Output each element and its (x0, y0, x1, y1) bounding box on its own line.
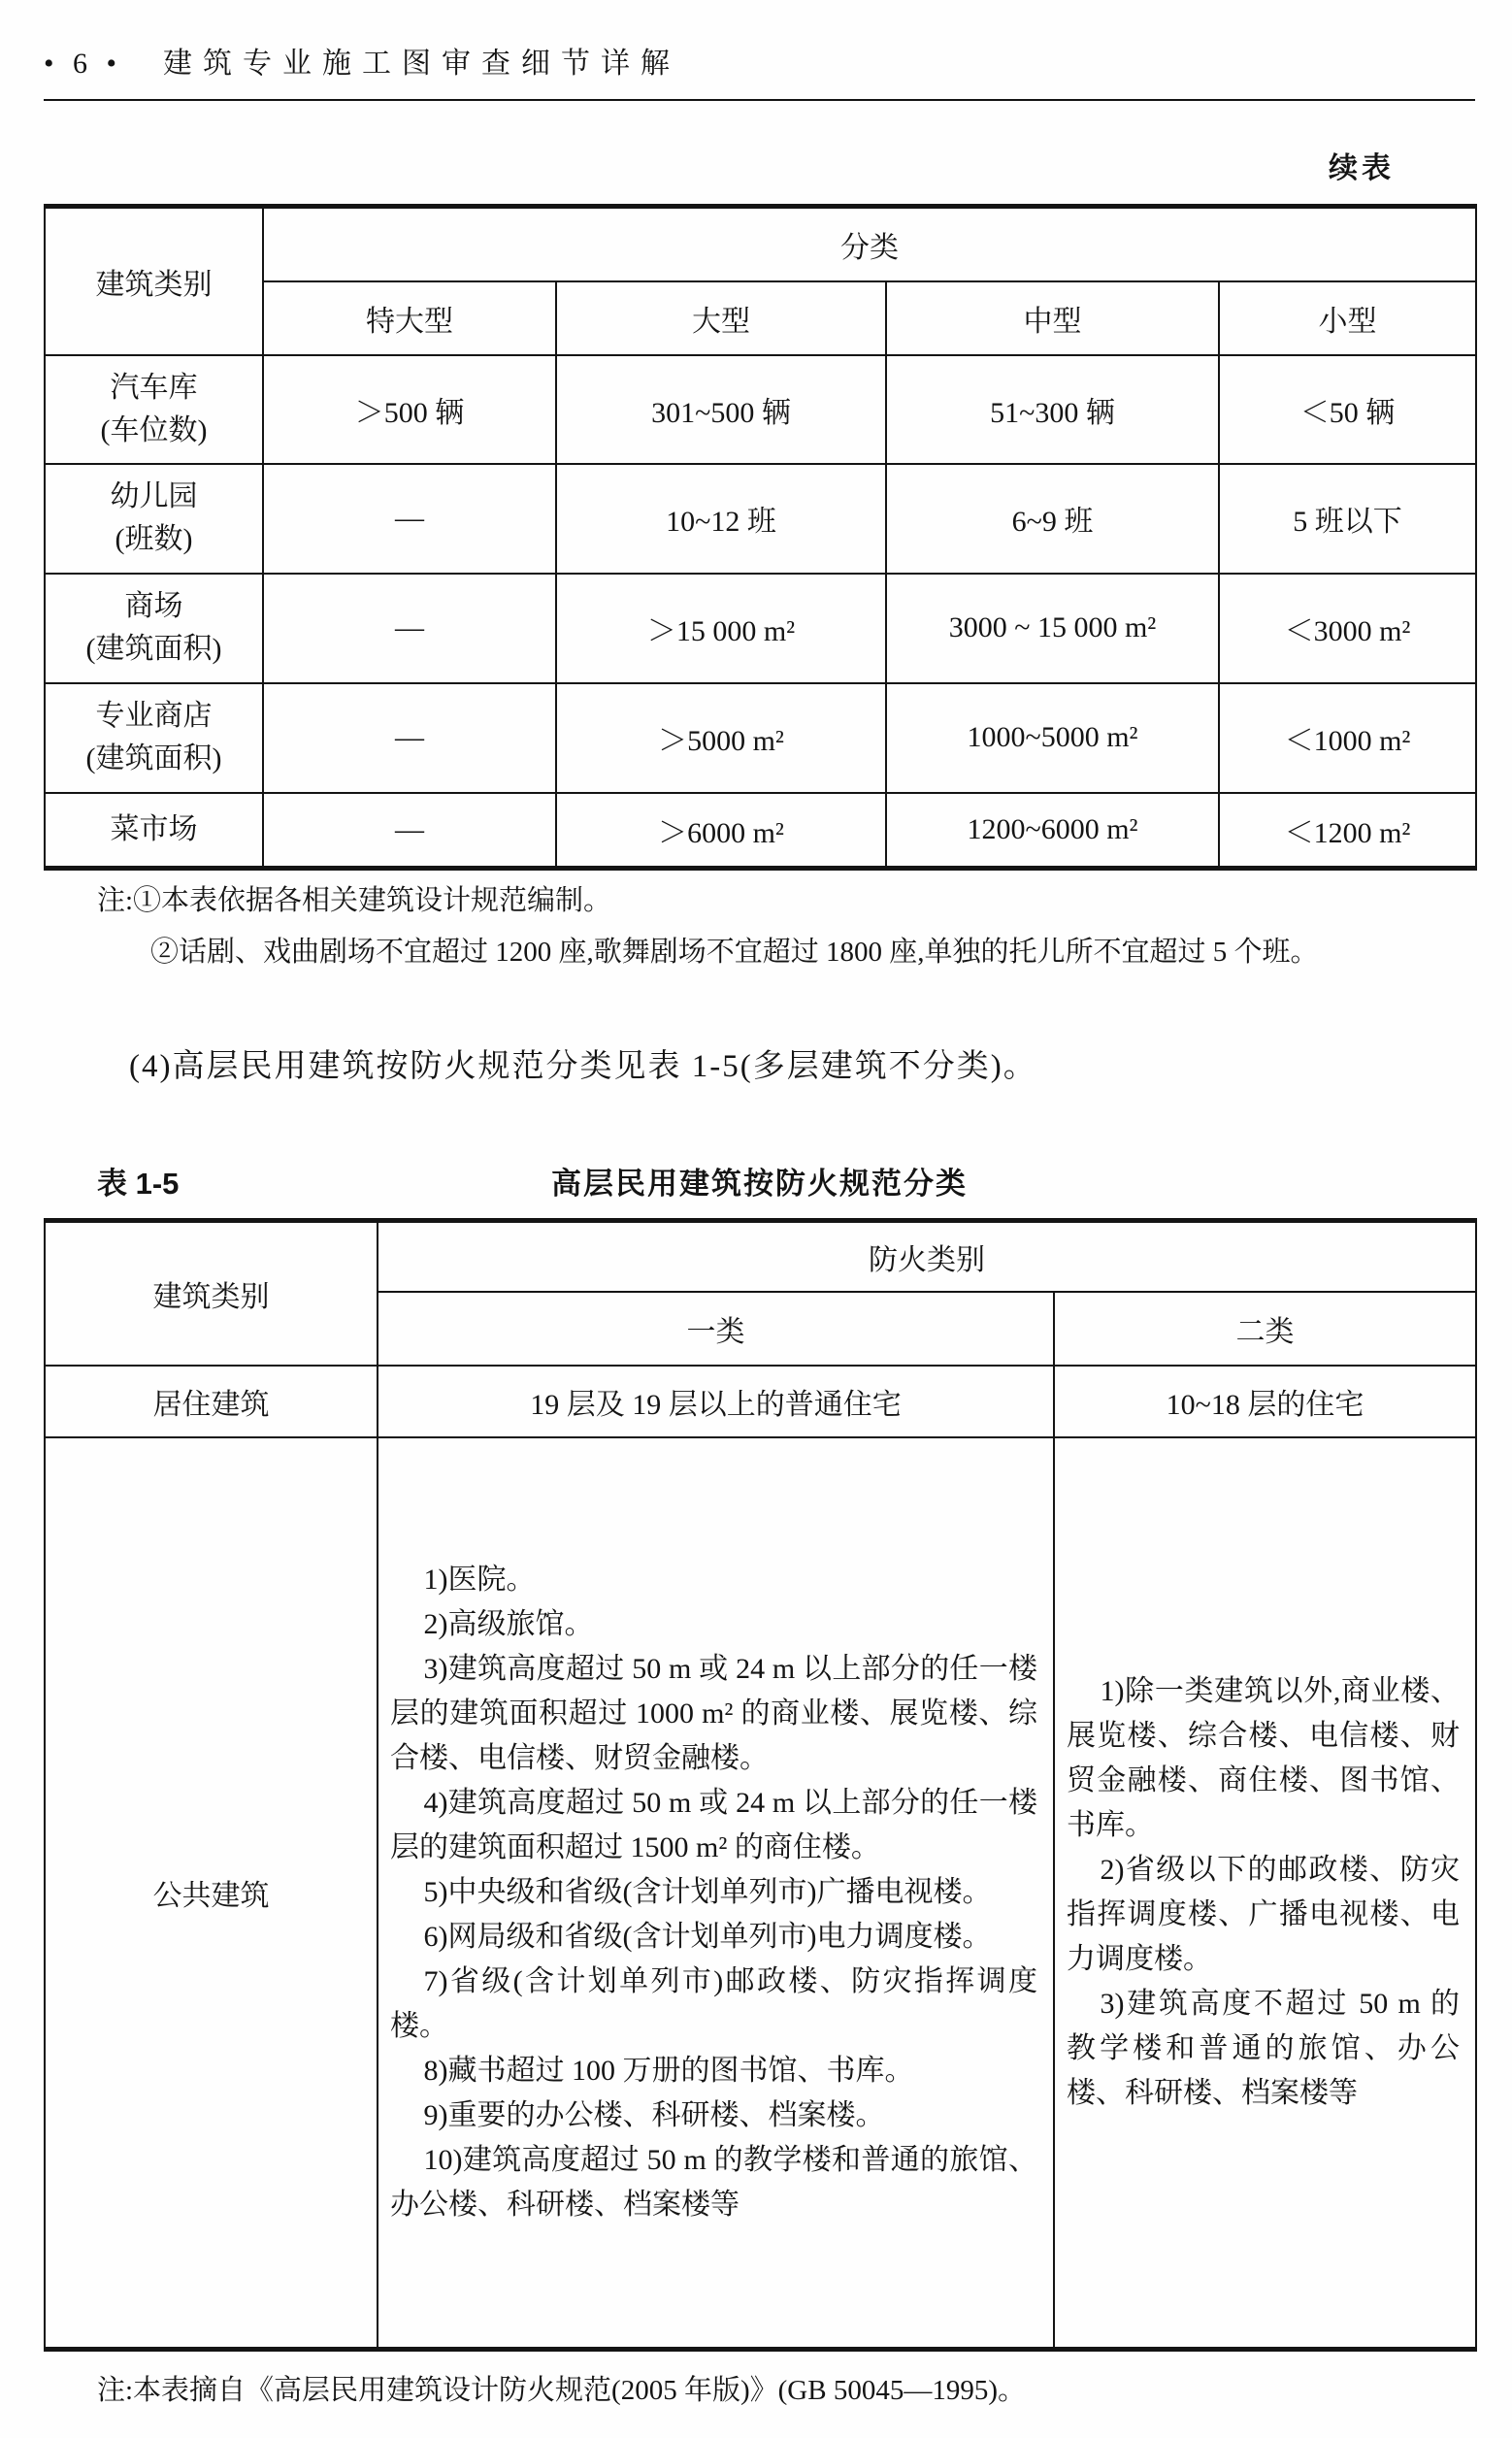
cell-store-medium: 1000~5000 m² (886, 683, 1219, 793)
cell-residential-class-one: 19 层及 19 层以上的普通住宅 (378, 1366, 1054, 1437)
row-label-garage: 汽车库 (车位数) (45, 355, 263, 464)
group-header-classification: 分类 (263, 207, 1476, 281)
table-row-garage (45, 355, 1476, 464)
classification-table (44, 204, 1477, 871)
cell-garage-large: 301~500 辆 (556, 355, 886, 464)
cell-mall-large: ＞15 000 m² (556, 574, 886, 683)
cell-mall-medium: 3000 ~ 15 000 m² (886, 574, 1219, 683)
table-row-food-market (45, 793, 1476, 869)
cell-store-small: ＜1000 m² (1219, 683, 1476, 793)
group-header-fire-category: 防火类别 (378, 1221, 1476, 1292)
class-one-item: 10)建筑高度超过 50 m 的教学楼和普通的旅馆、办公楼、科研楼、档案楼等 (390, 2143, 1037, 2221)
row-label-kindergarten: 幼儿园 (班数) (45, 464, 263, 574)
cell-public-class-two (1054, 1437, 1476, 2350)
class-two-item: 1)除一类建筑以外,商业楼、展览楼、综合楼、电信楼、财贸金融楼、商住楼、图书馆、书库。 (1067, 1674, 1460, 1841)
cell-garage-small: ＜50 辆 (1219, 355, 1476, 464)
cell-residential-class-two: 10~18 层的住宅 (1054, 1366, 1476, 1437)
continued-table-label: 续表 (1329, 152, 1395, 184)
corner-header-building-category-2: 建筑类别 (45, 1221, 378, 1366)
cell-store-large: ＞5000 m² (556, 683, 886, 793)
row-label-shopping-mall: 商场 (建筑面积) (45, 574, 263, 683)
table2-footnote: 注:本表摘自《高层民用建筑设计防火规范(2005 年版)》(GB 50045—1995)。 (97, 2375, 1026, 2406)
col-header-extra-large: 特大型 (263, 281, 556, 355)
row-label-residential: 居住建筑 (45, 1366, 378, 1437)
class-one-item: 8)藏书超过 100 万册的图书馆、书库。 (423, 2054, 914, 2087)
row-label-food-market: 菜市场 (45, 793, 263, 869)
row-label-public: 公共建筑 (45, 1437, 378, 2350)
cell-kindergarten-extra-large: — (263, 464, 556, 574)
cell-kindergarten-medium: 6~9 班 (886, 464, 1219, 574)
class-one-item: 6)网局级和省级(含计划单列市)电力调度楼。 (423, 1920, 992, 1953)
class-one-item: 9)重要的办公楼、科研楼、档案楼。 (423, 2098, 885, 2131)
cell-garage-medium: 51~300 辆 (886, 355, 1219, 464)
class-one-item: 2)高级旅馆。 (423, 1607, 594, 1640)
class-one-item: 5)中央级和省级(含计划单列市)广播电视楼。 (423, 1875, 992, 1908)
col-header-class-one: 一类 (378, 1292, 1054, 1366)
col-header-medium: 中型 (886, 281, 1219, 355)
col-header-small: 小型 (1219, 281, 1476, 355)
cell-kindergarten-large: 10~12 班 (556, 464, 886, 574)
cell-market-extra-large: — (263, 793, 556, 869)
corner-header-building-category: 建筑类别 (45, 207, 263, 355)
table1-note-2: ②话剧、戏曲剧场不宜超过 1200 座,歌舞剧场不宜超过 1800 座,单独的托儿所不宜超过 5 个班。 (150, 937, 1319, 968)
class-two-item: 2)省级以下的邮政楼、防灾指挥调度楼、广播电视楼、电力调度楼。 (1067, 1853, 1460, 1975)
class-one-item: 1)医院。 (423, 1563, 536, 1596)
cell-store-extra-large: — (263, 683, 556, 793)
class-two-item: 3)建筑高度不超过 50 m 的教学楼和普通的旅馆、办公楼、科研楼、档案楼等 (1067, 1987, 1460, 2109)
body-paragraph: (4)高层民用建筑按防火规范分类见表 1-5(多层建筑不分类)。 (129, 1049, 1037, 1084)
table-row-shopping-mall (45, 574, 1476, 683)
cell-market-small: ＜1200 m² (1219, 793, 1476, 869)
header-rule (44, 99, 1475, 101)
table1-notes (44, 875, 1490, 978)
col-header-large: 大型 (556, 281, 886, 355)
cell-mall-small: ＜3000 m² (1219, 574, 1476, 683)
book-title: 建筑专业施工图审查细节详解 (163, 48, 681, 80)
table-row-residential (45, 1366, 1476, 1437)
table-row-specialty-store (45, 683, 1476, 793)
row-label-specialty-store: 专业商店 (建筑面积) (45, 683, 263, 793)
cell-garage-extra-large: ＞500 辆 (263, 355, 556, 464)
col-header-class-two: 二类 (1054, 1292, 1476, 1366)
cell-market-large: ＞6000 m² (556, 793, 886, 869)
cell-public-class-one (378, 1437, 1054, 2350)
table-row-public (45, 1437, 1476, 2350)
table2-caption-title: 高层民用建筑按防火规范分类 (551, 1167, 968, 1201)
table2-caption-number: 表 1-5 (97, 1167, 180, 1201)
cell-market-medium: 1200~6000 m² (886, 793, 1219, 869)
table-row-kindergarten (45, 464, 1476, 574)
cell-kindergarten-small: 5 班以下 (1219, 464, 1476, 574)
fire-classification-table (44, 1218, 1477, 2352)
table1-note-1: 注:①本表依据各相关建筑设计规范编制。 (97, 885, 612, 916)
table2-caption (44, 1159, 1475, 1202)
class-one-item: 7)省级(含计划单列市)邮政楼、防灾指挥调度楼。 (390, 1964, 1037, 2042)
class-one-item: 3)建筑高度超过 50 m 或 24 m 以上部分的任一楼层的建筑面积超过 1000 m² 的商业楼、展览楼、综合楼、电信楼、财贸金融楼。 (390, 1652, 1037, 1774)
page-number: • 6 • (44, 48, 123, 80)
cell-mall-extra-large: — (263, 574, 556, 683)
running-head (44, 39, 1475, 82)
class-one-item: 4)建筑高度超过 50 m 或 24 m 以上部分的任一楼层的建筑面积超过 1500 m² 的商住楼。 (390, 1786, 1037, 1863)
